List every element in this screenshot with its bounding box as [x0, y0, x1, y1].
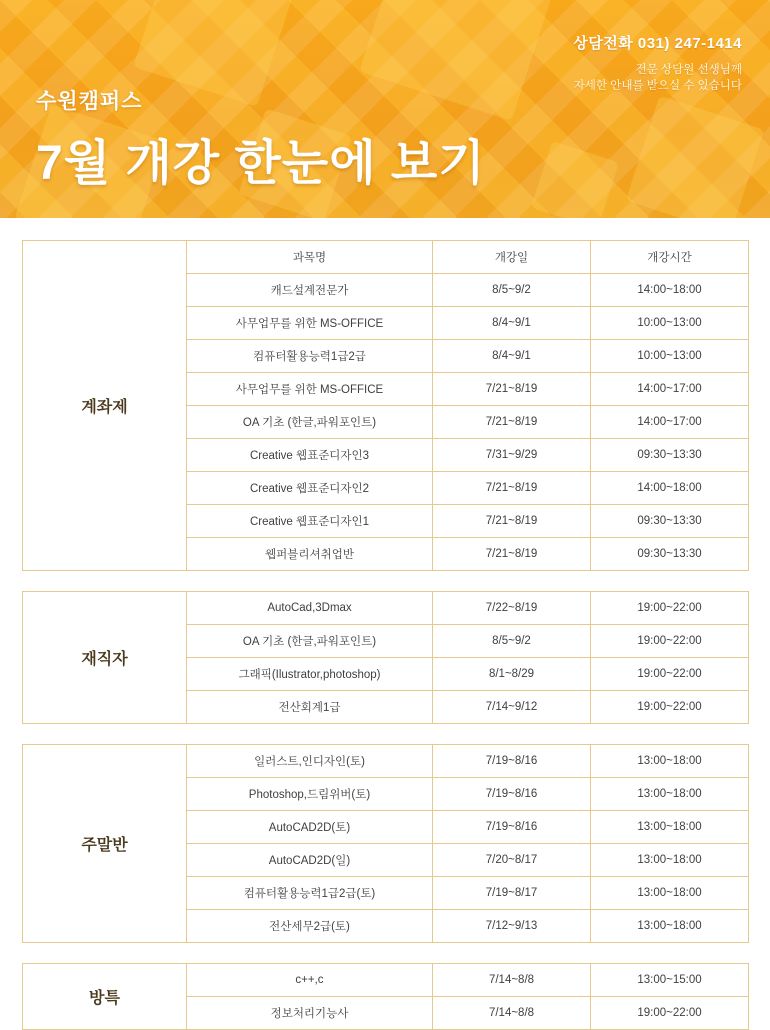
- page-title: 7월 개강 한눈에 보기: [36, 137, 486, 190]
- cell-date: 7/22~8/19: [433, 592, 591, 625]
- cell-subject: 캐드설계전문가: [187, 274, 433, 307]
- schedule-table-group-2: [22, 744, 749, 943]
- table-row: [23, 745, 749, 778]
- category-cell-wrapper: [23, 592, 187, 724]
- cell-subject: AutoCad,3Dmax: [187, 592, 433, 625]
- cell-time: 14:00~17:00: [591, 406, 749, 439]
- cell-subject: 웹퍼블리셔취업반: [187, 538, 433, 571]
- cell-time: 13:00~15:00: [591, 964, 749, 997]
- category-cell-wrapper: [23, 745, 187, 943]
- cell-time: 13:00~18:00: [591, 844, 749, 877]
- cell-time: 13:00~18:00: [591, 778, 749, 811]
- cell-subject: 일러스트,인디자인(토): [187, 745, 433, 778]
- contact-block: [573, 33, 742, 95]
- cell-date: 7/21~8/19: [433, 406, 591, 439]
- cell-date: 7/20~8/17: [433, 844, 591, 877]
- cell-date: 8/4~9/1: [433, 340, 591, 373]
- cell-subject: 컴퓨터활용능력1급2급: [187, 340, 433, 373]
- header-banner: [0, 0, 770, 218]
- cell-time: 14:00~18:00: [591, 472, 749, 505]
- cell-date: 7/14~8/8: [433, 964, 591, 997]
- cell-date: 7/21~8/19: [433, 505, 591, 538]
- cell-time: 10:00~13:00: [591, 307, 749, 340]
- cell-time: 19:00~22:00: [591, 625, 749, 658]
- table-header-row: [23, 241, 749, 274]
- hex-decoration-icon: [626, 96, 765, 218]
- cell-subject: Photoshop,드림위버(토): [187, 778, 433, 811]
- cell-subject: 정보처리기능사: [187, 997, 433, 1030]
- cell-date: 7/21~8/19: [433, 373, 591, 406]
- cell-subject: 사무업무를 위한 MS-OFFICE: [187, 307, 433, 340]
- cell-time: 13:00~18:00: [591, 877, 749, 910]
- cell-date: 8/4~9/1: [433, 307, 591, 340]
- cell-date: 8/5~9/2: [433, 625, 591, 658]
- cell-time: 14:00~17:00: [591, 373, 749, 406]
- category-label: 주말반: [81, 837, 128, 854]
- cell-subject: 전산회계1급: [187, 691, 433, 724]
- table-row: [23, 964, 749, 997]
- cell-date: 7/19~8/17: [433, 877, 591, 910]
- cell-time: 09:30~13:30: [591, 538, 749, 571]
- cell-date: 7/14~8/8: [433, 997, 591, 1030]
- cell-date: 8/1~8/29: [433, 658, 591, 691]
- cell-time: 19:00~22:00: [591, 691, 749, 724]
- cell-time: 19:00~22:00: [591, 997, 749, 1030]
- schedule-table-group-3: [22, 963, 749, 1030]
- hex-decoration-icon: [133, 0, 297, 107]
- cell-subject: Creative 웹표준디자인3: [187, 439, 433, 472]
- category-cell-wrapper: [23, 964, 187, 1030]
- cell-date: 7/31~9/29: [433, 439, 591, 472]
- category-label: 계좌제: [81, 399, 128, 416]
- schedule-table-group-1: [22, 591, 749, 724]
- category-label: 방특: [89, 990, 120, 1007]
- contact-phone: 상담전화 031) 247-1414: [573, 35, 742, 52]
- cell-date: 7/19~8/16: [433, 745, 591, 778]
- cell-subject: Creative 웹표준디자인1: [187, 505, 433, 538]
- column-header-start-time: 개강시간: [591, 241, 749, 274]
- contact-subtext-line2: 자세한 안내를 받으실 수 있습니다: [573, 80, 742, 93]
- schedule-tables: [0, 218, 770, 1030]
- cell-subject: 그래픽(Ilustrator,photoshop): [187, 658, 433, 691]
- hex-decoration-icon: [531, 141, 619, 218]
- table-row: [23, 592, 749, 625]
- cell-date: 7/19~8/16: [433, 778, 591, 811]
- cell-subject: 전산세무2급(토): [187, 910, 433, 943]
- cell-time: 13:00~18:00: [591, 745, 749, 778]
- hex-decoration-icon: [359, 0, 561, 121]
- cell-date: 7/14~9/12: [433, 691, 591, 724]
- cell-time: 13:00~18:00: [591, 910, 749, 943]
- contact-subtext-line1: 전문 상담원 선생님께: [635, 63, 742, 76]
- cell-time: 09:30~13:30: [591, 439, 749, 472]
- cell-subject: AutoCAD2D(토): [187, 811, 433, 844]
- cell-date: 7/12~9/13: [433, 910, 591, 943]
- cell-date: 7/19~8/16: [433, 811, 591, 844]
- cell-subject: AutoCAD2D(일): [187, 844, 433, 877]
- cell-time: 19:00~22:00: [591, 658, 749, 691]
- cell-subject: 사무업무를 위한 MS-OFFICE: [187, 373, 433, 406]
- cell-date: 8/5~9/2: [433, 274, 591, 307]
- schedule-table-group-0: [22, 240, 749, 571]
- cell-date: 7/21~8/19: [433, 538, 591, 571]
- column-header-start-date: 개강일: [433, 241, 591, 274]
- cell-subject: 컴퓨터활용능력1급2급(토): [187, 877, 433, 910]
- cell-date: 7/21~8/19: [433, 472, 591, 505]
- category-label: 재직자: [81, 651, 128, 668]
- column-header-subject: 과목명: [187, 241, 433, 274]
- cell-time: 10:00~13:00: [591, 340, 749, 373]
- category-cell-wrapper: [23, 241, 187, 571]
- cell-time: 19:00~22:00: [591, 592, 749, 625]
- cell-subject: c++,c: [187, 964, 433, 997]
- campus-label: 수원캠퍼스: [36, 90, 143, 113]
- cell-subject: OA 기초 (한글,파워포인트): [187, 406, 433, 439]
- cell-time: 14:00~18:00: [591, 274, 749, 307]
- cell-subject: OA 기초 (한글,파워포인트): [187, 625, 433, 658]
- cell-time: 13:00~18:00: [591, 811, 749, 844]
- cell-time: 09:30~13:30: [591, 505, 749, 538]
- cell-subject: Creative 웹표준디자인2: [187, 472, 433, 505]
